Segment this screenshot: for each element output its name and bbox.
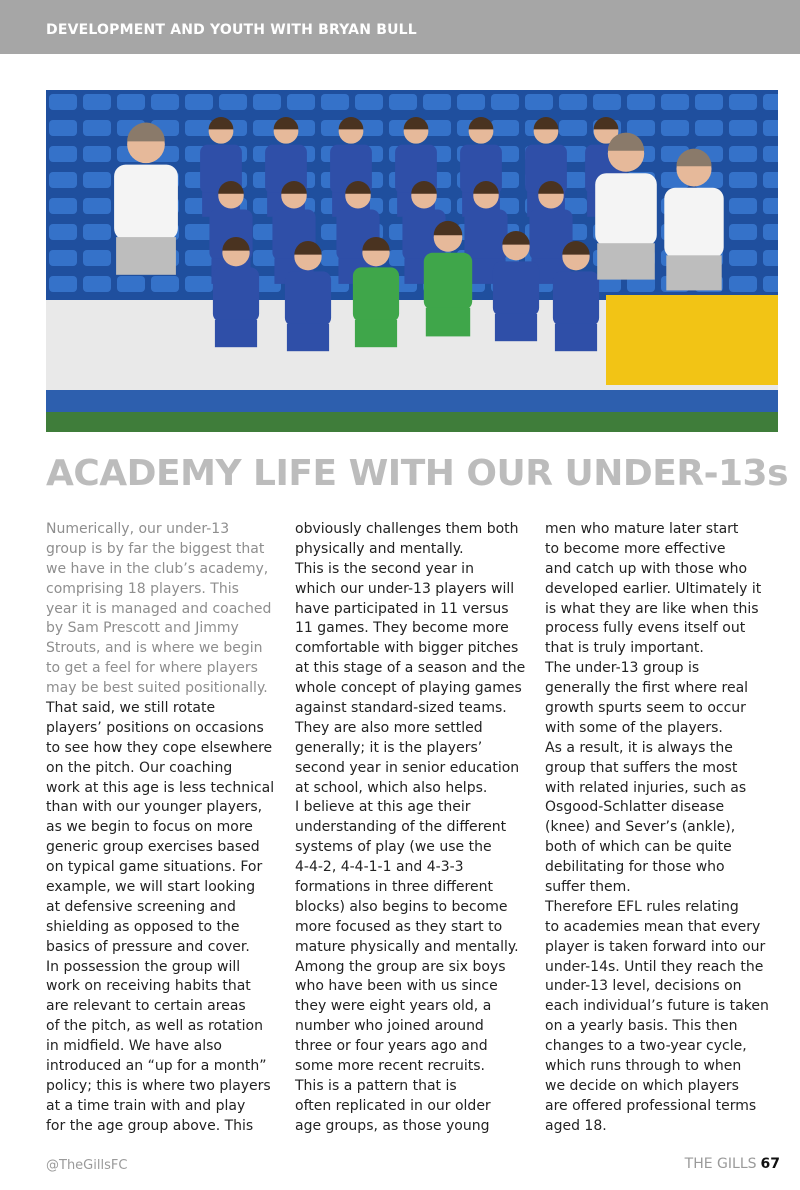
- body-text-line: may be best suited positionally.: [46, 680, 268, 697]
- body-text-line: of the pitch, as well as rotation: [46, 1018, 263, 1035]
- body-text-line: This is the second year in: [295, 560, 474, 577]
- body-text-line: three or four years ago and: [295, 1038, 488, 1055]
- body-text-line: policy; this is where two players: [46, 1077, 271, 1094]
- body-text-line: year it is managed and coached: [46, 600, 272, 617]
- body-text-line: are offered professional terms: [545, 1097, 757, 1114]
- body-text-line: who have been with us since: [295, 978, 498, 995]
- body-text-line: players’ positions on occasions: [46, 719, 264, 736]
- body-text-line: that is truly important.: [545, 640, 704, 657]
- body-text-line: group is by far the biggest that: [46, 540, 265, 557]
- body-text-line: on typical game situations. For: [46, 859, 263, 876]
- body-text-line: for the age group above. This: [46, 1117, 254, 1134]
- body-text-line: with related injuries, such as: [545, 779, 747, 796]
- body-text-line: at school, which also helps.: [295, 779, 488, 796]
- section-title: DEVELOPMENT AND YOUTH WITH BRYAN BULL: [46, 22, 417, 38]
- body-text-line: systems of play (we use the: [295, 839, 492, 856]
- social-handle: @TheGillsFC: [46, 1158, 128, 1173]
- body-text-line: Osgood-Schlatter disease: [545, 799, 725, 816]
- body-text-line: As a result, it is always the: [545, 739, 733, 756]
- page-number: 67: [760, 1156, 780, 1172]
- body-text-line: at defensive screening and: [46, 898, 236, 915]
- body-text-line: aged 18.: [545, 1117, 607, 1134]
- page-footer: [685, 1156, 780, 1172]
- body-text-line: developed earlier. Ultimately it: [545, 580, 762, 597]
- section-header-band: [0, 0, 800, 54]
- body-column-3: [545, 520, 785, 1137]
- body-text-line: mature physically and mentally.: [295, 938, 519, 955]
- body-text-line: second year in senior education: [295, 759, 520, 776]
- body-text-line: player is taken forward into our: [545, 938, 766, 955]
- body-text-line: Strouts, and is where we begin: [46, 640, 263, 657]
- body-text-line: That said, we still rotate: [46, 700, 216, 717]
- body-text-line: This is a pattern that is: [295, 1077, 457, 1094]
- body-text-line: generally; it is the players’: [295, 739, 483, 756]
- body-text-line: than with our younger players,: [46, 799, 263, 816]
- body-text-line: both of which can be quite: [545, 839, 732, 856]
- body-text-line: suffer them.: [545, 879, 631, 896]
- body-text-line: at this stage of a season and the: [295, 660, 526, 677]
- body-text-line: are relevant to certain areas: [46, 998, 246, 1015]
- body-text-line: to see how they cope elsewhere: [46, 739, 273, 756]
- body-text-line: on the pitch. Our coaching: [46, 759, 233, 776]
- body-text-line: example, we will start looking: [46, 879, 256, 896]
- body-column-1: [46, 520, 282, 1137]
- body-text-line: Numerically, our under-13: [46, 521, 230, 537]
- body-text-line: often replicated in our older: [295, 1097, 491, 1114]
- body-text-line: have participated in 11 versus: [295, 600, 509, 617]
- body-text-line: to get a feel for where players: [46, 660, 258, 677]
- body-text-line: group that suffers the most: [545, 759, 738, 776]
- body-text-line: is what they are like when this: [545, 600, 759, 617]
- body-text-line: obviously challenges them both: [295, 521, 519, 537]
- body-text-line: work on receiving habits that: [46, 978, 251, 995]
- body-text-line: we have in the club’s academy,: [46, 560, 269, 577]
- body-text-line: which runs through to when: [545, 1058, 742, 1075]
- body-text-line: as we begin to focus on more: [46, 819, 253, 836]
- body-text-line: men who mature later start: [545, 521, 739, 537]
- body-text-line: against standard-sized teams.: [295, 700, 507, 717]
- publication-name: THE GILLS: [684, 1156, 757, 1172]
- body-text-line: each individual’s future is taken: [545, 998, 769, 1015]
- body-text-line: debilitating for those who: [545, 859, 725, 876]
- body-text-line: to become more effective: [545, 540, 726, 557]
- body-text-line: blocks) also begins to become: [295, 898, 508, 915]
- body-text-line: by Sam Prescott and Jimmy: [46, 620, 239, 637]
- body-text-line: under-13 level, decisions on: [545, 978, 742, 995]
- body-text-line: more focused as they start to: [295, 918, 503, 935]
- body-text-line: some more recent recruits.: [295, 1058, 485, 1075]
- body-text-line: The under-13 group is: [545, 660, 700, 677]
- body-text-line: comfortable with bigger pitches: [295, 640, 519, 657]
- body-text-line: generally the first where real: [545, 680, 749, 697]
- body-text-line: work at this age is less technical: [46, 779, 275, 796]
- body-column-2: [295, 520, 533, 1137]
- body-text-line: formations in three different: [295, 879, 493, 896]
- body-text-line: number who joined around: [295, 1018, 484, 1035]
- body-text-line: understanding of the different: [295, 819, 507, 836]
- body-text-line: with some of the players.: [545, 719, 723, 736]
- body-text-line: generic group exercises based: [46, 839, 260, 856]
- body-text-line: shielding as opposed to the: [46, 918, 240, 935]
- body-text-line: age groups, as those young: [295, 1117, 490, 1134]
- body-text-line: we decide on which players: [545, 1077, 739, 1094]
- body-text-line: physically and mentally.: [295, 540, 464, 557]
- body-text-line: Therefore EFL rules relating: [545, 898, 739, 915]
- body-text-line: basics of pressure and cover.: [46, 938, 250, 955]
- body-text-line: Among the group are six boys: [295, 958, 506, 975]
- body-text-line: they were eight years old, a: [295, 998, 492, 1015]
- body-text-line: in midfield. We have also: [46, 1038, 222, 1055]
- article-headline: ACADEMY LIFE WITH OUR UNDER-13s: [46, 453, 789, 494]
- body-text-line: growth spurts seem to occur: [545, 700, 746, 717]
- body-text-line: on a yearly basis. This then: [545, 1018, 738, 1035]
- body-text-line: and catch up with those who: [545, 560, 748, 577]
- body-text-line: I believe at this age their: [295, 799, 471, 816]
- body-text-line: In possession the group will: [46, 958, 241, 975]
- body-text-line: whole concept of playing games: [295, 680, 522, 697]
- body-text-line: at a time train with and play: [46, 1097, 246, 1114]
- team-photo-image: [46, 90, 778, 432]
- body-text-line: (knee) and Sever’s (ankle),: [545, 819, 736, 836]
- body-text-line: introduced an “up for a month”: [46, 1058, 267, 1075]
- body-text-line: process fully evens itself out: [545, 620, 746, 637]
- body-text-line: to academies mean that every: [545, 918, 761, 935]
- body-text-line: 11 games. They become more: [295, 620, 509, 637]
- team-photo: [46, 90, 778, 432]
- body-text-line: comprising 18 players. This: [46, 580, 239, 597]
- body-text-line: 4-4-2, 4-4-1-1 and 4-3-3: [295, 859, 464, 876]
- body-text-line: which our under-13 players will: [295, 580, 515, 597]
- body-text-line: They are also more settled: [295, 719, 483, 736]
- body-text-line: changes to a two-year cycle,: [545, 1038, 747, 1055]
- body-text-line: under-14s. Until they reach the: [545, 958, 764, 975]
